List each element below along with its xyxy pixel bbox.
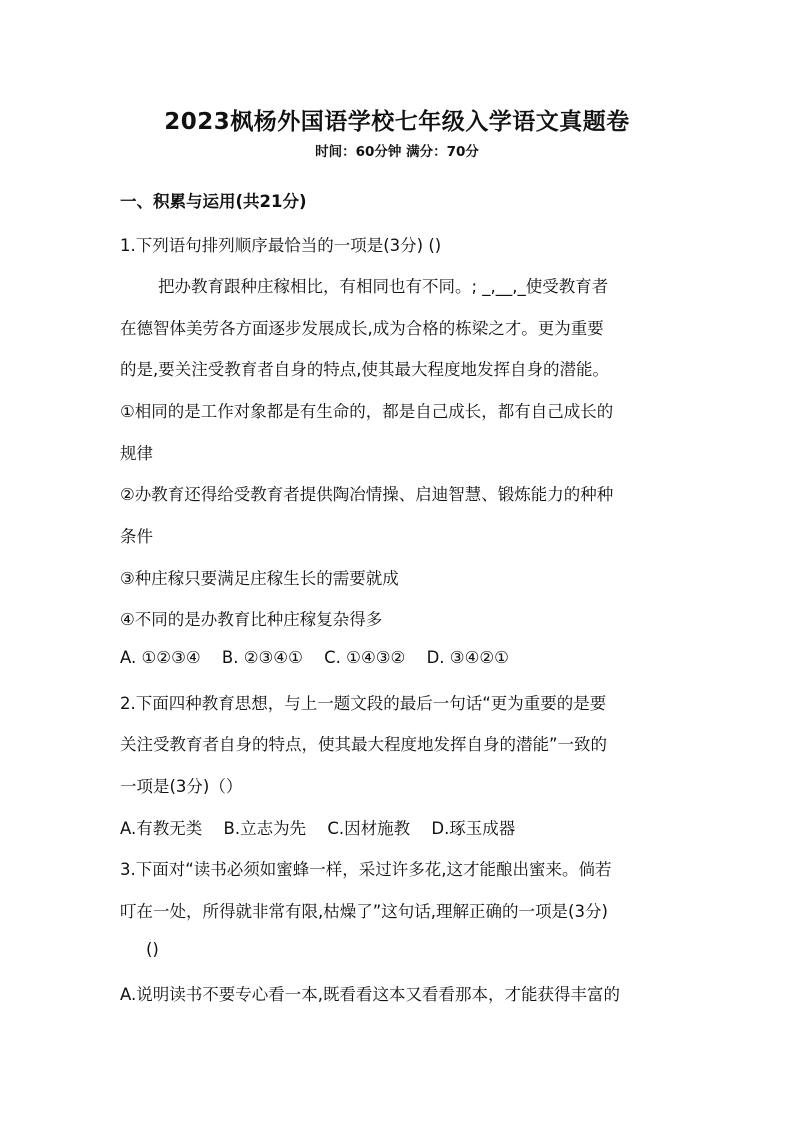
question-2-line: 2.下面四种教育思想，与上一题文段的最后一句话“更为重要的是要 (120, 694, 607, 713)
question-1-item: ③种庄稼只要满足庄稼生长的需要就成 (120, 569, 399, 588)
option-a: A.有教无类 (120, 819, 203, 838)
question-3-line: 叮在一处，所得就非常有限,枯燥了”这句话,理解正确的一项是(3分) (120, 902, 608, 921)
option-b: B.立志为先 (223, 819, 307, 838)
question-3-line: 3.下面对“读书必须如蜜蜂一样，采过许多花,这才能酿出蜜来。倘若 (120, 860, 612, 879)
question-3-answer-blank: () (146, 940, 159, 959)
option-a: A. ①②③④ (120, 648, 201, 667)
question-1-item: 条件 (120, 527, 153, 546)
question-1-passage-line: 在德智体美劳各方面逐步发展成长,成为合格的栋梁之才。更为重要 (120, 319, 604, 338)
question-1-passage-line: 把办教育跟种庄稼相比，有相同也有不同。; _,__,_使受教育者 (158, 277, 609, 296)
question-1-item: ④不同的是办教育比种庄稼复杂得多 (120, 610, 383, 629)
question-2-line: 关注受教育者自身的特点，使其最大程度地发挥自身的潜能”一致的 (120, 735, 608, 754)
question-1-options (120, 648, 509, 667)
question-3-option-a: A.说明读书不要专心看一本,既看看这本又看看那本，才能获得丰富的 (120, 985, 620, 1004)
option-b: B. ②③④① (221, 648, 303, 667)
question-1-item: ①相同的是工作对象都是有生命的，都是自己成长，都有自己成长的 (120, 402, 614, 421)
section-heading: 一、积累与运用(共21分) (120, 192, 307, 211)
option-d: D. ③④②① (426, 648, 509, 667)
exam-time-score: 时间：60分钟 满分：70分 (315, 144, 479, 160)
question-2-options (120, 815, 515, 839)
question-1-item: ②办教育还得给受教育者提供陶冶情操、启迪智慧、锻炼能力的种种 (120, 485, 614, 504)
question-1-stem: 1.下列语句排列顺序最恰当的一项是(3分) () (120, 236, 442, 255)
option-d: D.琢玉成器 (431, 819, 516, 838)
question-1-passage-line: 的是,要关注受教育者自身的特点,使其最大程度地发挥自身的潜能。 (120, 360, 609, 379)
question-2-line: 一项是(3分)（） (120, 777, 243, 796)
question-1-item: 规律 (120, 444, 153, 463)
option-c: C. ①④③② (324, 648, 406, 667)
exam-title: 2023枫杨外国语学校七年级入学语文真题卷 (164, 109, 630, 135)
option-c: C.因材施教 (327, 819, 411, 838)
